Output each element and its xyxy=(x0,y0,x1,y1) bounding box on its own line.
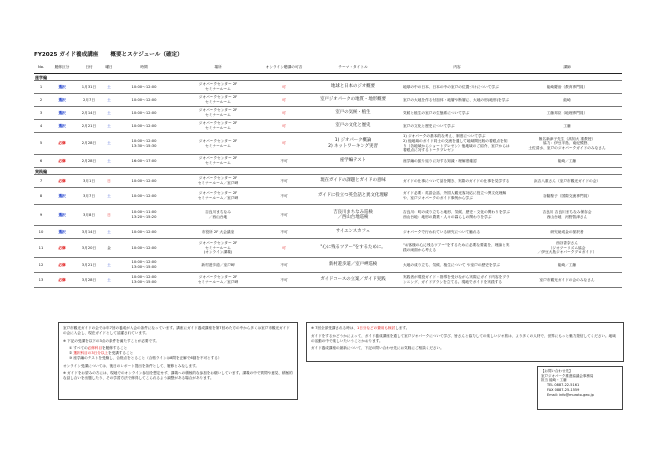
notes-right xyxy=(306,322,624,362)
note-required-emph: 必修科目 xyxy=(87,346,103,351)
cell-online: 可 xyxy=(264,81,304,94)
page-title xyxy=(34,50,193,58)
table-row xyxy=(34,188,622,205)
cell-online: 可 xyxy=(264,94,304,107)
cell-online: 可 xyxy=(264,107,304,120)
table-row xyxy=(34,273,622,288)
cell-date: 2月14日 xyxy=(76,107,102,120)
contact-org: 室戸ジオパーク推進協議会事務局 xyxy=(541,373,594,378)
cell-lecturer: 工藤 xyxy=(512,120,622,133)
cell-lecturer: 研究助成金の採択者 xyxy=(512,226,622,239)
cell-time: 10:00〜11:00 13:20〜15:20 xyxy=(116,205,172,226)
cell-date: 3月1日 xyxy=(76,175,102,188)
table-row xyxy=(34,133,622,155)
cell-place: ジオパークセンター 2F セミナールーム xyxy=(172,94,264,107)
cell-time: 10:00〜12:00 xyxy=(116,107,172,120)
note-left-1: ※ 下記の受講を以下の3点の条件を満たすことが必要です。 xyxy=(63,338,159,343)
table-row xyxy=(34,107,622,120)
note-right-0: ※ 7回全部受講される時は、1日分などの費用も検討します。 xyxy=(311,326,410,330)
header-content: 内容 xyxy=(402,62,512,74)
cell-online: 可 xyxy=(264,239,304,258)
contact-email: Email: info@muroto-geo.jp xyxy=(547,392,594,397)
cell-type: 必修 xyxy=(48,175,76,188)
cell-theme: 現在ガイドの課題とガイドの意味 xyxy=(304,175,402,188)
cell-time: 10:00〜12:00 xyxy=(116,81,172,94)
cell-date: 3月7日 xyxy=(76,188,102,205)
cell-content: ガイド必要：英語会話、外国人観光客対応に役立つ異文化理解や、室戸ジオパークのガイド事例から学ぶ xyxy=(402,188,512,205)
cell-lecturer: 能崎／工藤 xyxy=(512,258,622,273)
table-row xyxy=(34,205,622,226)
header-type: 履修区分 xyxy=(48,62,76,74)
header-place: 場所 xyxy=(172,62,264,74)
cell-time: 10:00〜12:00 xyxy=(116,188,172,205)
header-dow: 曜日 xyxy=(102,62,116,74)
note-right-emph: 1日分などの費用も検討 xyxy=(356,326,396,330)
contact-tel: TEL 0887-22-5161 xyxy=(547,383,580,388)
cell-date: 2月7日 xyxy=(76,94,102,107)
note-left-6: ※ ガイドをお望みの方には、現地でのオンライン参加を想定せず、講義への積極的な参加をお願いしています。講義の中で質問や意見、積極的な話し合いを出題したり、その学習方法で修得してこられるよう調整がある場合があります。 xyxy=(63,371,293,381)
header-online: オンライン聴講の可否 xyxy=(264,62,304,74)
cell-type: 必修 xyxy=(48,258,76,273)
cell-theme: ガイドに役立つ英会話と異文化理解 xyxy=(304,188,402,205)
cell-theme: 室戸ジオパークの地質・地形概要 xyxy=(304,94,402,107)
table-row xyxy=(34,120,622,133)
cell-type: 選択 xyxy=(48,120,76,133)
cell-theme: "心に残るツアー"をするために。 xyxy=(304,239,402,258)
cell-no: 3 xyxy=(34,107,48,120)
cell-place: 市役所 2F 大会議室 xyxy=(172,226,264,239)
note-right-1: ガイドをするかどうかによって、ガイド養成講座を通して室戸ジオパークについて学び、皆さんと協力しての楽しいジオ旅は、より多くの人材で、世界にもっと魅力発信してください。地域の活動の中で楽しいたいうことかおります。 xyxy=(311,333,616,343)
cell-online: 不可 xyxy=(264,175,304,188)
cell-time: 10:00〜12:00 xyxy=(116,239,172,258)
cell-theme: サイエンスカフェ xyxy=(304,226,402,239)
cell-theme: 座学編テスト xyxy=(304,155,402,168)
cell-content: 室戸の文化と歴史について学ぶ xyxy=(402,120,512,133)
cell-no: 5 xyxy=(34,133,48,155)
cell-place: ジオパークセンター 2F セミナールーム／室戸岬 xyxy=(172,188,264,205)
header-date: 日付 xyxy=(76,62,102,74)
cell-type: 選択 xyxy=(48,94,76,107)
note-left-4: ③ 座学編のテストを受験し、合格点をとること（合格ラインは8問を正解で6割を不可とする） xyxy=(69,356,222,361)
cell-no: 6 xyxy=(34,155,48,168)
section-label: 実践編 xyxy=(34,168,622,175)
cell-content: ジオパークで行われている研究について触れる xyxy=(402,226,512,239)
note-right-2: ガイド養成講座の最新について、下記の問い合わせ先にお気軽にご相談ください。 xyxy=(311,346,444,351)
section-row xyxy=(34,74,622,81)
cell-date: 1月31日 xyxy=(76,81,102,94)
cell-theme: 1) ジオパーク概論 2) ネットワーキング実習 xyxy=(304,133,402,155)
cell-content: 大地の成り立ち、気候、植生について や室戸の歴史を学ぶ xyxy=(402,258,512,273)
cell-time: 10:00〜12:00 xyxy=(116,226,172,239)
contact-fax: FAX 0887-25-1559 xyxy=(547,387,580,392)
cell-content: 地球の中の日本、日本の中の室戸の位置づけについて学ぶ xyxy=(402,81,512,94)
table-row xyxy=(34,81,622,94)
cell-dow: 土 xyxy=(102,81,116,94)
section-label: 座学編 xyxy=(34,74,622,81)
contact-box xyxy=(537,366,623,410)
cell-lecturer: 能崎慶治（教育専門員） xyxy=(512,81,622,94)
cell-place: 新村遊歩道／室戸岬 xyxy=(172,258,264,273)
cell-dow: 土 xyxy=(102,273,116,288)
cell-online: 可 xyxy=(264,133,304,155)
cell-dow: 土 xyxy=(102,226,116,239)
cell-lecturer: 能崎／工藤 xyxy=(512,155,622,168)
cell-place: ジオパークセンター 2F セミナールーム xyxy=(172,155,264,168)
cell-time: 10:00〜12:00 xyxy=(116,120,172,133)
cell-dow: 土 xyxy=(102,120,116,133)
cell-no: 1 xyxy=(34,81,48,94)
table-row xyxy=(34,155,622,168)
header-theme: テーマ・タイトル xyxy=(304,62,402,74)
table-row xyxy=(34,175,622,188)
cell-dow: 土 xyxy=(102,94,116,107)
cell-dow: 土 xyxy=(102,155,116,168)
cell-lecturer: 西谷香奈さん （ジオツーリズム協会 ／伊豆大島ジオパークプロガイド） xyxy=(512,239,622,258)
cell-type: 必修 xyxy=(48,133,76,155)
schedule-table xyxy=(34,62,622,288)
note-left-5: オンライン受講については、後日のレポート提出を条件として、履修とみなします。 xyxy=(63,363,200,368)
title-subtitle: 概要とスケジュール（確定） xyxy=(110,52,183,58)
cell-content: 実践者が現役ガイド・指導を受けながら実際にガイド内容をプランニング、ガイドプランを立てる。現地でガイドを実践する xyxy=(402,273,512,288)
cell-content: ガイドの仕事について話を聞き、実際のガイドの仕事を見学する xyxy=(402,175,512,188)
cell-lecturer: 浜吉八重さん（室戸市観光ガイドの会） xyxy=(512,175,622,188)
cell-theme: 吉良川まちなみ巡検 ／西山台地巡検 xyxy=(304,205,402,226)
cell-dow: 土 xyxy=(102,107,116,120)
cell-date: 2月21日 xyxy=(76,120,102,133)
cell-dow: 土 xyxy=(102,133,116,155)
cell-type: 選択 xyxy=(48,188,76,205)
contact-heading: 【お問い合わせ先】 xyxy=(541,369,573,373)
cell-no: 4 xyxy=(34,120,48,133)
cell-time: 10:00〜12:00 xyxy=(116,175,172,188)
cell-type: 必修 xyxy=(48,239,76,258)
cell-type: 必修 xyxy=(48,273,76,288)
cell-lecturer: 室戸市観光ガイドの会のみなさん xyxy=(512,273,622,288)
cell-no: 9 xyxy=(34,205,48,226)
cell-place: 吉良川まちなみ ／西山台地 xyxy=(172,205,264,226)
table-header-row xyxy=(34,62,622,74)
cell-place: ジオパークセンター 2F セミナールーム xyxy=(172,107,264,120)
table-row xyxy=(34,239,622,258)
cell-theme: ガイドコースの立案／ガイド実践 xyxy=(304,273,402,288)
header-time: 時間 xyxy=(116,62,172,74)
cell-content: 吉良川：町の成り立ちと地形、気候、歴史・文化の関わりを学ぶ 西山台地：地形の農業・人々の暮らしの関わりを学ぶ xyxy=(402,205,512,226)
table-row xyxy=(34,226,622,239)
table-row xyxy=(34,258,622,273)
cell-dow: 土 xyxy=(102,258,116,273)
header-lecturer: 講師 xyxy=(512,62,622,74)
cell-lecturer: 工藤邦臣（地理専門員） xyxy=(512,107,622,120)
cell-no: 12 xyxy=(34,258,48,273)
cell-online: 不可 xyxy=(264,205,304,226)
cell-content: 室戸の大地を作る付加体・地層や断層に、大地の形(地形)を学ぶ xyxy=(402,94,512,107)
cell-no: 2 xyxy=(34,94,48,107)
note-left-2: ① すべての必修科目を履修すること xyxy=(69,346,128,351)
cell-online: 不可 xyxy=(264,155,304,168)
cell-time: 10:00〜12:00 13:30〜15:30 xyxy=(116,133,172,155)
cell-place: ジオパークセンター 2F セミナールーム／室戸岬 xyxy=(172,175,264,188)
cell-type: 必修 xyxy=(48,155,76,168)
contact-person: 担当 能崎・工藤 xyxy=(541,378,567,383)
cell-dow: 土 xyxy=(102,188,116,205)
cell-lecturer: 能崎 xyxy=(512,94,622,107)
cell-content: "お客様の心に残るツアー"をするために必要な要素を、理論と実践の両面から考える xyxy=(402,239,512,258)
cell-online: 不可 xyxy=(264,273,304,288)
header-no: No. xyxy=(34,62,48,74)
cell-lecturer: 飯名新津子先生（高知大 准教授） 協力：伊豆半島、南紀熊野、 土佐清水、室戸のジオパークガイドのみなさん xyxy=(512,133,622,155)
cell-no: 11 xyxy=(34,239,48,258)
cell-type: 選択 xyxy=(48,205,76,226)
cell-place: ジオパークセンター 2F セミナールーム (オンライン講義) xyxy=(172,239,264,258)
cell-date: 2月28日 xyxy=(76,155,102,168)
note-left-0: 室戸市観光ガイドの会では年7回の養成が入会の条件になっています。講座にガイド養成講座を第7回めた方の中から多くは室戸市観光ガイドの会に入会し、現在ガイドとして活躍されています。 xyxy=(63,326,290,336)
cell-date: 3月28日 xyxy=(76,273,102,288)
cell-lecturer: 吉良川 吉良川まちなみ保存会 西山台地 河野智津さん xyxy=(512,205,622,226)
cell-date: 2月28日 xyxy=(76,133,102,155)
cell-time: 10:00〜12:00 xyxy=(116,94,172,107)
cell-date: 3月20日 xyxy=(76,239,102,258)
cell-no: 13 xyxy=(34,273,48,288)
cell-type: 選択 xyxy=(48,107,76,120)
cell-place: ジオパークセンター 2F セミナールーム xyxy=(172,81,264,94)
cell-no: 8 xyxy=(34,188,48,205)
note-elective-emph: 選択科目の3日分以上 xyxy=(73,351,109,356)
cell-content: 気候と植生の室戸の生態系について学ぶ xyxy=(402,107,512,120)
cell-content: 座学編の振り返りに対する知識・理解度確認 xyxy=(402,155,512,168)
cell-online: 可 xyxy=(264,120,304,133)
cell-dow: 日 xyxy=(102,205,116,226)
cell-no: 10 xyxy=(34,226,48,239)
notes-left xyxy=(58,322,298,400)
cell-type: 選択 xyxy=(48,226,76,239)
cell-online: 不可 xyxy=(264,188,304,205)
cell-theme: 新村遊歩道／室戸岬巡検 xyxy=(304,258,402,273)
cell-date: 3月14日 xyxy=(76,226,102,239)
cell-content: 1) ジオパークの基本的な考え、制度について学ぶ 2) 他地域のガイド同士の交流を通して地域間比較の着眼点を知り（各地域からショートプレゼン）他地域のご紹介、室戸からは着眼点に対するトークプレゼン xyxy=(402,133,512,155)
cell-online: 不可 xyxy=(264,258,304,273)
cell-dow: 日 xyxy=(102,175,116,188)
cell-time: 16:00〜17:00 xyxy=(116,155,172,168)
note-left-3: ② 選択科目の3日分以上を受講すること xyxy=(69,351,134,356)
cell-lecturer: 谷脇聖子（国際交流専門員） xyxy=(512,188,622,205)
cell-date: 3月8日 xyxy=(76,205,102,226)
table-row xyxy=(34,94,622,107)
cell-theme: 室戸の文化と歴史 xyxy=(304,120,402,133)
cell-place: ジオパークセンター 2F セミナールーム xyxy=(172,133,264,155)
cell-place: ジオパークセンター 2F セミナールーム／室戸岬 xyxy=(172,273,264,288)
cell-no: 7 xyxy=(34,175,48,188)
cell-dow: 金 xyxy=(102,239,116,258)
cell-online: 不可 xyxy=(264,226,304,239)
cell-date: 3月21日 xyxy=(76,258,102,273)
cell-place: ジオパークセンター 2F セミナールーム xyxy=(172,120,264,133)
cell-time: 10:00〜12:00 13:00〜15:00 xyxy=(116,273,172,288)
cell-theme: 地球と日本のジオ概要 xyxy=(304,81,402,94)
cell-time: 10:00〜12:00 13:00〜15:00 xyxy=(116,258,172,273)
cell-type: 選択 xyxy=(48,81,76,94)
cell-theme: 室戸の気候・植生 xyxy=(304,107,402,120)
section-row xyxy=(34,168,622,175)
title-year: FY2025 ガイド養成講座 xyxy=(34,52,99,58)
